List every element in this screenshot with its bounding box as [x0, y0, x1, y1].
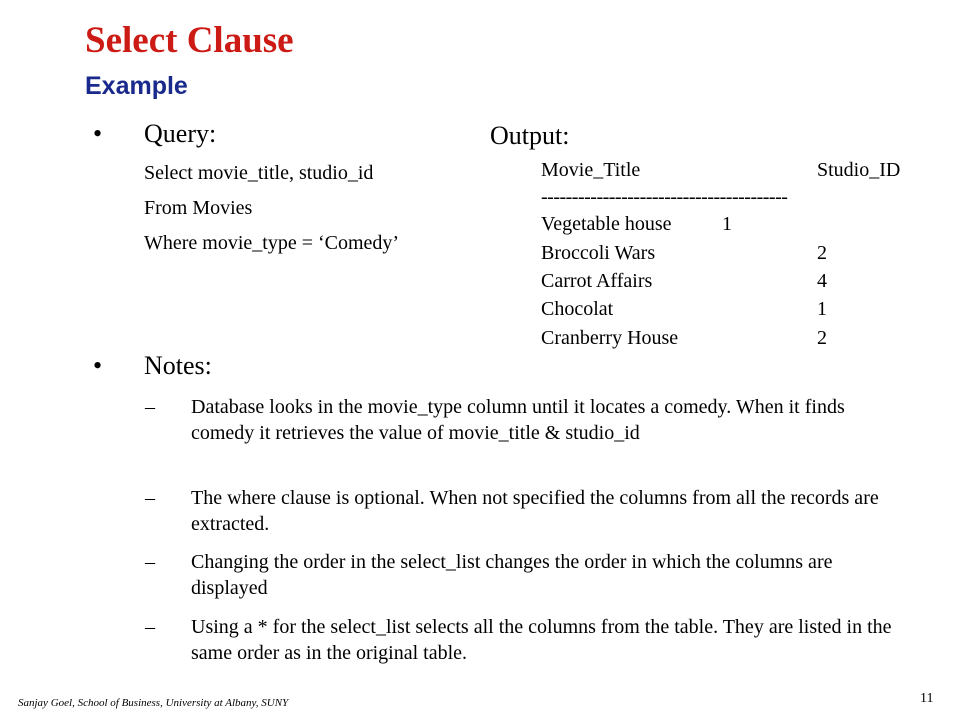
- output-row-3-id: 4: [817, 270, 827, 292]
- query-label: Query:: [144, 119, 217, 148]
- note-text: Changing the order in the select_list changes the order in which the columns are displayed: [191, 551, 833, 599]
- output-row-1-title: Vegetable house: [541, 213, 672, 235]
- output-row-4-title: Chocolat: [541, 298, 614, 320]
- query-line-from: From Movies: [144, 197, 253, 219]
- note-dash: –: [145, 487, 155, 509]
- output-separator: ----------------------------------------: [541, 186, 788, 208]
- output-row-4-id: 1: [817, 298, 827, 320]
- output-row-2-id: 2: [817, 242, 827, 264]
- output-row-2-title: Broccoli Wars: [541, 242, 656, 264]
- note-text: Using a * for the select_list selects all the columns from the table. They are listed in the same order as in the original table.: [191, 616, 892, 664]
- page-number: 11: [920, 691, 934, 706]
- query-line-where: Where movie_type = ‘Comedy’: [144, 232, 400, 254]
- bullet-dot: •: [93, 351, 103, 380]
- note-dash: –: [145, 551, 155, 573]
- notes-label: Notes:: [144, 351, 212, 380]
- footer-credit: Sanjay Goel, School of Business, University at Albany, SUNY: [18, 697, 289, 709]
- bullet-dot: •: [93, 119, 103, 148]
- output-header-movie-title: Movie_Title: [541, 159, 641, 181]
- output-row-5-id: 2: [817, 327, 827, 349]
- output-row-3-title: Carrot Affairs: [541, 270, 653, 292]
- output-header-studio-id: Studio_ID: [817, 159, 901, 181]
- note-text: The where clause is optional. When not specified the columns from all the records are extracted.: [191, 487, 879, 535]
- note-dash: –: [145, 396, 155, 418]
- output-row-5-title: Cranberry House: [541, 327, 679, 349]
- query-line-select: Select movie_title, studio_id: [144, 162, 374, 184]
- slide-subtitle: Example: [85, 72, 188, 100]
- note-dash: –: [145, 616, 155, 638]
- slide-title: Select Clause: [85, 20, 294, 61]
- output-row-1-id: 1: [722, 213, 732, 235]
- note-text: Database looks in the movie_type column until it locates a comedy. When it finds comedy it retrieves the value of movie_title & studio_id: [191, 396, 845, 444]
- output-label: Output:: [490, 121, 570, 150]
